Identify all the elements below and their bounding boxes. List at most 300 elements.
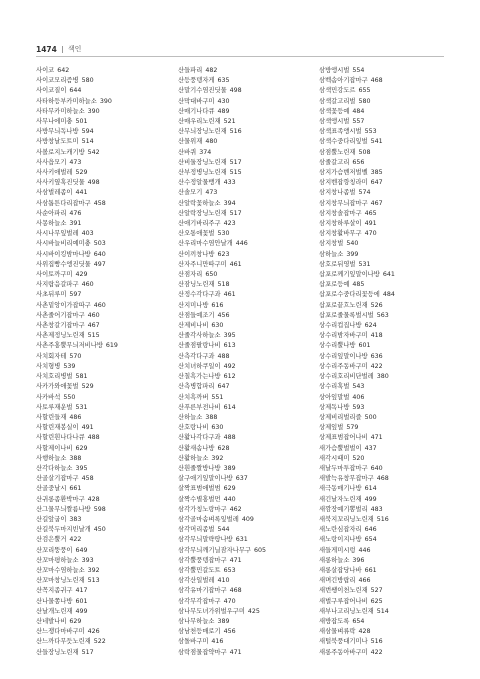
index-term: 삼각무각잡마구 <box>178 597 221 605</box>
index-term: 산흰줄짤방나방 <box>178 464 221 472</box>
index-page-number: 399 <box>346 250 359 258</box>
index-page-number: 450 <box>93 526 106 534</box>
index-page-number: 605 <box>254 546 267 554</box>
index-term: 산솔모기 <box>178 189 203 197</box>
index-page-number: 467 <box>370 199 383 207</box>
index-term: 산나물쫑나방 <box>36 597 73 605</box>
index-entry <box>36 137 164 147</box>
index-term: 사카가와애꽃벌 <box>36 383 79 391</box>
index-term: 새롱주동아바구미 <box>319 648 368 656</box>
index-term: 삼방앵시벌 <box>319 67 350 74</box>
index-entry <box>36 576 164 586</box>
index-term: 산네발나비 <box>36 617 67 625</box>
index-term: 삼색앵시벌 <box>319 118 350 126</box>
index-entry <box>178 546 306 556</box>
index-term: 산오통애꽃벌 <box>178 230 215 238</box>
index-entry <box>36 627 164 637</box>
page-number: 1474 <box>36 44 57 54</box>
index-page-number: 460 <box>87 311 100 319</box>
index-page-number: 613 <box>223 342 236 350</box>
index-entry <box>319 270 447 280</box>
index-entry <box>36 250 164 260</box>
index-entry <box>319 117 447 127</box>
index-entry <box>178 413 306 423</box>
index-page-number: 570 <box>69 352 82 360</box>
index-entry <box>178 382 306 392</box>
index-page-number: 597 <box>69 291 82 299</box>
index-entry <box>178 321 306 331</box>
index-page-number: 516 <box>229 128 242 136</box>
index-entry <box>319 76 447 86</box>
index-page-number: 637 <box>235 475 248 483</box>
index-term: 사삼벌레좀이 <box>36 189 73 197</box>
index-entry <box>319 495 447 505</box>
index-entry <box>319 444 447 454</box>
index-entry <box>36 117 164 127</box>
index-term: 산줄점팔랑나비 <box>178 342 221 350</box>
index-entry <box>178 586 306 596</box>
index-entry <box>319 617 447 627</box>
index-term: 사할제이나비 <box>36 444 73 452</box>
index-entry <box>36 362 164 372</box>
index-term: 사이코모리즘병 <box>36 77 79 85</box>
index-page-number: 458 <box>93 199 106 207</box>
index-entry <box>36 188 164 198</box>
header-rule <box>36 56 444 57</box>
index-page-number: 508 <box>358 148 371 156</box>
index-term: 사이코질이 <box>36 87 67 95</box>
index-entry <box>319 290 447 300</box>
page-header <box>36 44 81 54</box>
index-page-number: 456 <box>217 311 230 319</box>
index-page-number: 593 <box>352 403 365 411</box>
index-page-number: 624 <box>364 322 377 330</box>
index-term: 사위집빵수엥진딧물 <box>36 260 91 268</box>
index-term: 산수정알물뱅개 <box>178 179 221 187</box>
index-page-number: 527 <box>370 587 383 595</box>
index-term: 삼각골마솜벼록잎벌레 <box>178 515 239 523</box>
index-term: 사방무늬독나방 <box>36 128 79 136</box>
index-entry <box>178 607 306 617</box>
index-page-number: 654 <box>364 536 377 544</box>
index-entry <box>178 270 306 280</box>
index-entry <box>178 107 306 117</box>
index-entry <box>36 382 164 392</box>
index-term: 사타하등부카미하늘소 <box>36 97 97 105</box>
index-term: 산매기나다큐 <box>178 107 215 115</box>
index-entry <box>178 331 306 341</box>
index-entry <box>36 260 164 270</box>
index-entry <box>178 556 306 566</box>
index-term: 삼지가슴벤저벌벨 <box>319 169 368 177</box>
index-page-number: 629 <box>69 617 82 625</box>
index-page-number: 489 <box>217 107 230 115</box>
index-entry <box>36 280 164 290</box>
index-page-number: 540 <box>346 240 359 248</box>
index-page-number: 446 <box>235 240 248 248</box>
index-entry <box>36 352 164 362</box>
index-page-number: 395 <box>75 464 88 472</box>
index-term: 산꼭지좀귀구 <box>36 587 73 595</box>
index-term: 새들게미시렁 <box>319 546 356 554</box>
index-entry <box>319 515 447 525</box>
index-page-number: 631 <box>235 536 248 544</box>
index-term: 산그물무늬짤름나방 <box>36 505 91 513</box>
index-term: 삼지창활바무구 <box>319 230 362 238</box>
index-page-number: 446 <box>358 546 371 554</box>
index-term: 산골중날시 <box>36 485 67 493</box>
index-entry <box>319 260 447 270</box>
index-entry <box>178 403 306 413</box>
index-term: 삼나무하늘소 <box>178 617 215 625</box>
index-entry <box>178 464 306 474</box>
index-entry <box>319 433 447 443</box>
index-page-number: 581 <box>75 373 88 381</box>
index-term: 산잠닝노린재 <box>178 281 215 289</box>
index-page-number: 522 <box>93 638 106 646</box>
index-page-number: 601 <box>358 342 371 350</box>
index-page-number: 635 <box>217 77 230 85</box>
index-term: 산푸른부전나비 <box>178 403 221 411</box>
index-page-number: 380 <box>376 373 389 381</box>
index-entry <box>178 525 306 535</box>
index-page-number: 574 <box>358 189 371 197</box>
index-term: 새깜장예기뽕벌리 <box>319 505 368 513</box>
index-page-number: 395 <box>223 332 236 340</box>
index-term: 사촌제정닝노린재 <box>36 332 85 340</box>
index-entry <box>36 270 164 280</box>
index-entry <box>36 556 164 566</box>
index-term: 사방창날도트미 <box>36 138 79 146</box>
index-page-number: 541 <box>370 138 383 146</box>
index-entry <box>319 311 447 321</box>
index-entry <box>178 352 306 362</box>
index-term: 산매우리노린재 <box>178 118 221 126</box>
index-entry <box>178 617 306 627</box>
index-term: 사행하늘소 <box>36 454 67 462</box>
index-term: 상수리잎말이나방 <box>319 352 368 360</box>
index-entry <box>319 525 447 535</box>
index-column-1 <box>36 66 164 658</box>
index-entry <box>178 148 306 158</box>
index-entry <box>36 495 164 505</box>
index-term: 산꼬마수염하늘소 <box>36 566 85 574</box>
index-term: 삼각무늬깨기닐잠자나무구 <box>178 546 251 554</box>
index-term: 산길앞굽이 <box>36 515 67 523</box>
index-term: 산칠흑가는나방 <box>178 373 221 381</box>
index-entry <box>319 188 447 198</box>
index-entry <box>36 178 164 188</box>
index-entry <box>36 546 164 556</box>
index-entry <box>178 188 306 198</box>
index-term: 사사키애벌레 <box>36 169 73 177</box>
index-entry <box>319 137 447 147</box>
index-page-number: 471 <box>370 434 383 442</box>
index-page-number: 476 <box>69 209 82 217</box>
index-entry <box>319 209 447 219</box>
index-page-number: 468 <box>229 587 242 595</box>
index-entry <box>178 209 306 219</box>
index-term: 사할린재봉실이 <box>36 424 79 432</box>
index-page-number: 471 <box>229 556 242 564</box>
index-term: 삼남천등매로기 <box>178 628 221 636</box>
index-entry <box>319 199 447 209</box>
index-page-number: 530 <box>217 230 230 238</box>
index-entry <box>178 178 306 188</box>
index-term: 산줄각사하늘소 <box>178 332 221 340</box>
index-page-number: 391 <box>69 220 82 228</box>
index-entry <box>178 76 306 86</box>
index-entry <box>178 290 306 300</box>
index-term: 삼각뿔풍뎅잡마구 <box>178 556 227 564</box>
index-page-number: 539 <box>63 362 76 370</box>
index-term: 삼지창하루살이 <box>319 220 362 228</box>
index-entry <box>178 576 306 586</box>
index-entry <box>178 199 306 209</box>
index-entry <box>36 515 164 525</box>
index-entry <box>319 352 447 362</box>
index-term: 새롱살잡당나바 <box>319 566 362 574</box>
index-term: 새극동매기나방 <box>319 485 362 493</box>
index-term: 삼색표족앵시벌 <box>319 128 362 136</box>
index-term: 삼락점물잡약마구 <box>178 648 227 656</box>
index-term: 산정수각다구과 <box>178 291 221 299</box>
index-entry <box>319 229 447 239</box>
index-page-number: 497 <box>93 260 106 268</box>
index-term: 새발늑유창무잡마구 <box>319 475 374 483</box>
index-term: 상제독나방 <box>319 403 350 411</box>
index-page-number: 514 <box>376 607 389 615</box>
index-page-number: 529 <box>75 169 88 177</box>
index-page-number: 482 <box>205 67 218 74</box>
index-page-number: 516 <box>376 515 389 523</box>
index-term: 사촌창갈기잡마구 <box>36 322 85 330</box>
index-term: 삼색갈고리벌 <box>319 97 356 105</box>
index-term: 산들파리 <box>178 67 203 74</box>
index-entry <box>36 413 164 423</box>
index-entry <box>319 97 447 107</box>
index-page-number: 484 <box>382 291 395 299</box>
index-entry <box>319 280 447 290</box>
index-page-number: 483 <box>370 505 383 513</box>
index-page-number: 392 <box>87 566 100 574</box>
index-term: 사할린들재 <box>36 413 67 421</box>
index-page-number: 553 <box>364 128 377 136</box>
index-entry <box>178 515 306 525</box>
index-page-number: 654 <box>352 617 365 625</box>
index-page-number: 389 <box>217 617 230 625</box>
index-page-number: 629 <box>223 485 236 493</box>
index-page-number: 579 <box>346 424 359 432</box>
index-entry <box>178 372 306 382</box>
index-entry <box>319 423 447 433</box>
index-term: 사몽하늘소 <box>36 220 67 228</box>
index-entry <box>36 444 164 454</box>
index-page-number: 616 <box>211 301 224 309</box>
index-term: 삽포로끝흐노린재 <box>319 301 368 309</box>
index-term: 상수리주동바구미 <box>319 362 368 370</box>
index-page-number: 557 <box>352 118 365 126</box>
index-term: 사볼로지노캐기방 <box>36 148 85 156</box>
index-page-number: 383 <box>69 515 82 523</box>
index-term: 산날개노린재 <box>36 607 73 615</box>
index-page-number: 543 <box>352 383 365 391</box>
index-term: 새번쌩이천노린재 <box>319 587 368 595</box>
index-page-number: 550 <box>63 393 76 401</box>
index-entry <box>36 535 164 545</box>
index-term: 상제표범잡어나비 <box>319 434 368 442</box>
index-entry <box>319 66 447 76</box>
index-term: 산말기수염진딧물 <box>178 87 227 95</box>
index-page-number: 629 <box>75 444 88 452</box>
index-entry <box>319 178 447 188</box>
index-entry <box>319 403 447 413</box>
index-term: 삼지창벌 <box>319 240 344 248</box>
index-page-number: 460 <box>81 281 94 289</box>
index-entry <box>319 168 447 178</box>
index-term: 사카바석 <box>36 393 61 401</box>
index-page-number: 460 <box>93 301 106 309</box>
index-term: 삼지창나좀벌 <box>319 189 356 197</box>
index-term: 사이토까구미 <box>36 271 73 279</box>
index-entry <box>178 535 306 545</box>
index-entry <box>178 484 306 494</box>
index-entry <box>36 433 164 443</box>
index-term: 사지랍음갈파구 <box>36 281 79 289</box>
index-term: 사치형병 <box>36 362 61 370</box>
index-page-number: 498 <box>229 87 242 95</box>
index-entry <box>178 505 306 515</box>
index-page-number: 488 <box>217 352 230 360</box>
index-entry <box>36 321 164 331</box>
index-entry <box>36 168 164 178</box>
index-term: 산느쟁다마바구미 <box>36 628 85 636</box>
index-term: 사토루재운벌 <box>36 403 73 411</box>
index-term: 삼색민강도르 <box>319 87 356 95</box>
index-entry <box>178 127 306 137</box>
index-term: 산알락꽃하늘소 <box>178 199 221 207</box>
index-entry <box>36 331 164 341</box>
index-term: 사촌줄어기잡마구 <box>36 311 85 319</box>
index-term: 새북지꼬리닝노린재 <box>319 515 374 523</box>
index-term: 사시바늘비리예미충 <box>36 240 91 248</box>
index-entry <box>36 301 164 311</box>
index-entry <box>178 86 306 96</box>
index-term: 산활하늘소 <box>178 454 209 462</box>
index-term: 사사읍모기 <box>36 158 67 166</box>
index-page-number: 498 <box>87 179 100 187</box>
index-term: 삼색꽃등예 <box>319 107 350 115</box>
index-page-number: 623 <box>217 250 230 258</box>
index-page-number: 580 <box>81 77 94 85</box>
index-entry <box>319 454 447 464</box>
index-entry <box>319 607 447 617</box>
index-entry <box>178 117 306 127</box>
index-page-number: 650 <box>205 271 218 279</box>
index-term: 사시바이킹밤마나방 <box>36 250 91 258</box>
index-page-number: 646 <box>364 526 377 534</box>
index-page-number: 517 <box>229 209 242 217</box>
index-page-number: 396 <box>352 556 365 564</box>
index-entry <box>319 484 447 494</box>
index-term: 산꼬마창닝노린재 <box>36 577 85 585</box>
index-term: 살구애기잎말이나방 <box>178 475 233 483</box>
index-entry <box>178 168 306 178</box>
index-page-number: 473 <box>205 189 218 197</box>
index-page-number: 516 <box>370 638 383 646</box>
index-page-number: 601 <box>75 597 88 605</box>
index-term: 상수리호리비단벌레 <box>319 373 374 381</box>
index-entry <box>36 76 164 86</box>
index-entry <box>319 382 447 392</box>
index-page-number: 647 <box>217 383 230 391</box>
index-page-number: 653 <box>223 566 236 574</box>
index-entry <box>178 423 306 433</box>
index-term: 사사키옆혹진딧물 <box>36 179 85 187</box>
index-term: 삼줄갈고리 <box>319 158 350 166</box>
index-page-number: 470 <box>364 230 377 238</box>
index-page-number: 503 <box>93 240 106 248</box>
index-term: 새벌구루잡어나비 <box>319 597 368 605</box>
index-page-number: 480 <box>205 138 218 146</box>
index-entry <box>36 372 164 382</box>
index-term: 삽포로수중다리꽃등에 <box>319 291 380 299</box>
index-page-number: 514 <box>81 138 94 146</box>
index-term: 사치호리병벌 <box>36 373 73 381</box>
index-page-number: 656 <box>352 158 365 166</box>
index-entry <box>36 586 164 596</box>
index-term: 산알락장닝노린재 <box>178 209 227 217</box>
index-entry <box>36 637 164 647</box>
index-entry <box>319 331 447 341</box>
index-page-number: 426 <box>87 628 100 636</box>
index-entry <box>319 648 447 658</box>
index-page-number: 390 <box>87 107 100 115</box>
index-entry <box>178 341 306 351</box>
index-entry <box>319 586 447 596</box>
index-term: 새털북풍대기미나 <box>319 638 368 646</box>
index-page-number: 641 <box>382 271 395 279</box>
index-page-number: 392 <box>211 454 224 462</box>
index-page-number: 441 <box>75 189 88 197</box>
index-page-number: 484 <box>352 107 365 115</box>
index-entry <box>319 341 447 351</box>
index-page-number: 428 <box>87 495 100 503</box>
index-term: 산각다하늘소 <box>36 464 73 472</box>
index-term: 산치흑까버 <box>178 393 209 401</box>
index-term: 산자주니만따구미 <box>178 260 227 268</box>
index-page-number: 647 <box>370 179 383 187</box>
index-page-number: 630 <box>211 322 224 330</box>
index-term: 산꼬마평하늘소 <box>36 556 79 564</box>
index-page-number: 580 <box>358 97 371 105</box>
index-page-number: 374 <box>199 148 212 156</box>
index-page-number: 515 <box>87 332 100 340</box>
index-entry <box>178 393 306 403</box>
index-page-number: 521 <box>223 118 236 126</box>
index-page-number: 554 <box>352 67 365 74</box>
index-term: 새긴날자노린재 <box>319 495 362 503</box>
index-entry <box>36 311 164 321</box>
index-term: 산꼬리뚱풍이 <box>36 546 73 554</box>
index-page-number: 410 <box>217 577 230 585</box>
index-entry <box>319 321 447 331</box>
index-term: 삼지벤잡깡칭라미 <box>319 179 368 187</box>
index-entry <box>319 597 447 607</box>
index-page-number: 551 <box>211 393 224 401</box>
index-term: 산치녀하쿠일이 <box>178 362 221 370</box>
index-page-number: 612 <box>223 373 236 381</box>
